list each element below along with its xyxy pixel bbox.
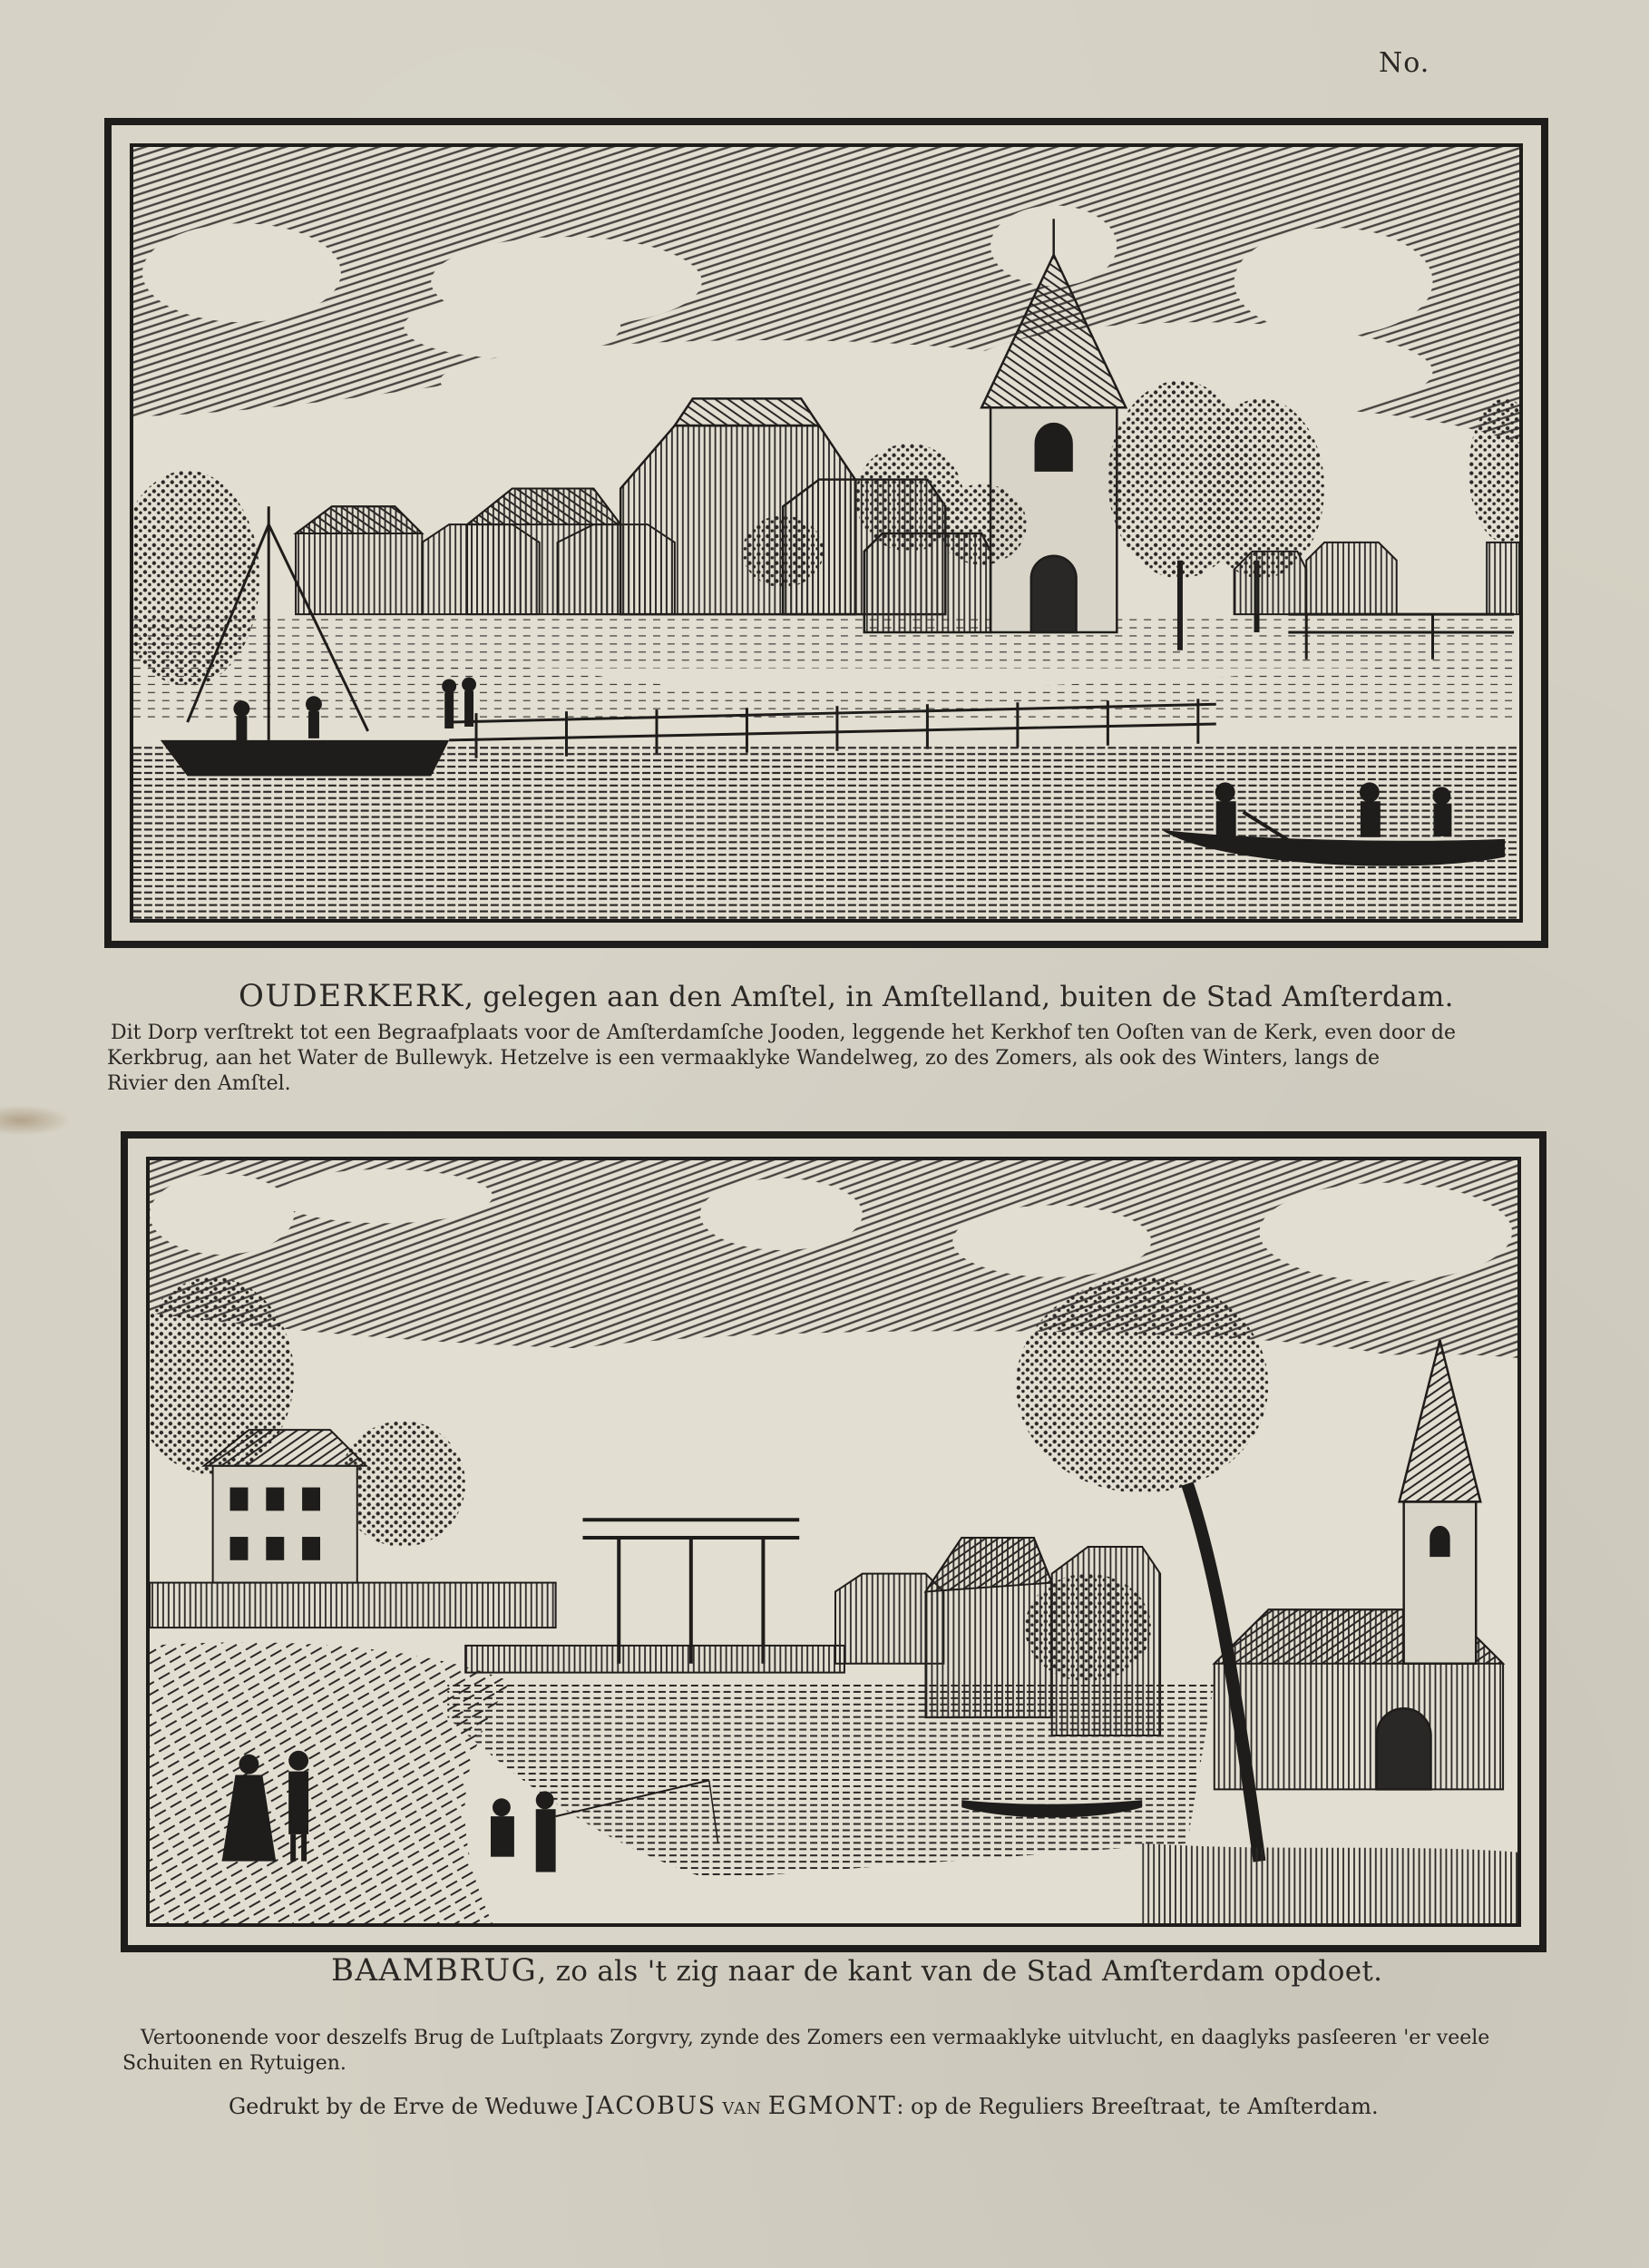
imprint-post: : op de Reguliers Breeſtraat, te Amſterdam. (896, 2094, 1379, 2119)
baambrug-description (122, 2026, 1565, 2077)
baambrug-description-line-1: Vertoonende voor deszelfs Brug de Luſtplaats Zorgvry, zynde des Zomers een vermaaklyke uitvlucht, en daaglyks pasſeeren 'er veele (141, 2027, 1490, 2049)
engraving-plate-ouderkerk (104, 118, 1548, 948)
ouderkerk-title-rest: , gelegen aan den Amſtel, in Amſtelland, buiten de Stad Amſterdam. (463, 981, 1454, 1013)
paper-stain (0, 1105, 71, 1136)
engraving-frame-baambrug (146, 1157, 1521, 1927)
ouderkerk-description-line-3: Rivier den Amſtel. (107, 1072, 291, 1095)
ouderkerk-title-caps: OUDERKERK (239, 978, 464, 1014)
ouderkerk-title (239, 978, 1454, 1014)
ouderkerk-engraving (133, 147, 1519, 919)
baambrug-engraving (150, 1160, 1517, 1923)
imprint-name-middle: VAN (716, 2099, 768, 2118)
imprint-pre: Gedrukt by de Erve de Weduwe (229, 2094, 585, 2119)
baambrug-title (331, 1952, 1382, 1989)
baambrug-title-caps: BAAMBRUG (331, 1952, 538, 1989)
baambrug-description-line-2: Schuiten en Rytuigen. (122, 2052, 346, 2075)
baambrug-title-rest: , zo als 't zig naar de kant van de Stad Amſterdam opdoet. (537, 1955, 1383, 1988)
imprint-name-last: EGMONT (767, 2092, 897, 2120)
sheet-number-label: No. (1379, 47, 1430, 79)
ouderkerk-description (107, 1021, 1549, 1097)
engraving-frame-ouderkerk (130, 143, 1523, 923)
ouderkerk-description-line-1: Dit Dorp verſtrekt tot een Begraafplaats voor de Amſterdamſche Jooden, leggende het Kerkhof ten Ooſten van de Kerk, even door de (111, 1022, 1457, 1044)
engraving-plate-baambrug (121, 1131, 1547, 1952)
imprint-name-first: JACOBUS (584, 2092, 717, 2120)
printer-imprint (229, 2092, 1379, 2120)
ouderkerk-description-line-2: Kerkbrug, aan het Water de Bullewyk. Hetzelve is een vermaaklyke Wandelweg, zo des Zomers, als ook des Winters, langs de (107, 1047, 1381, 1070)
